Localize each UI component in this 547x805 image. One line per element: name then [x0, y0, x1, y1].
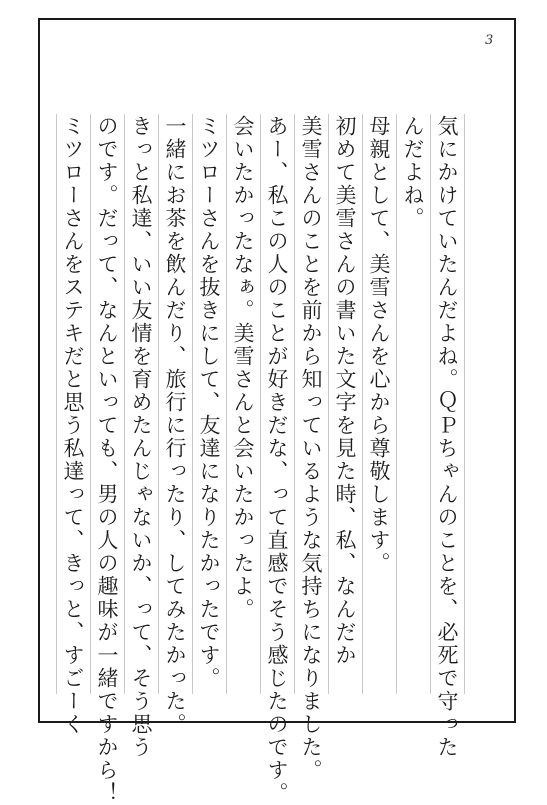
- ruled-line: [328, 114, 329, 694]
- ruled-line: [260, 114, 261, 694]
- page-number: 3: [485, 33, 494, 48]
- ruled-line: [124, 114, 125, 694]
- ruled-line: [158, 114, 159, 694]
- ruled-line: [396, 114, 397, 694]
- text-line-8: ミツローさんを抜きにして、友達になりたかったです。: [197, 115, 221, 690]
- ruled-line: [192, 114, 193, 694]
- ruled-line: [430, 114, 431, 694]
- text-line-7: 会いたかったなぁ。美雪さんと会いたかったよ。: [231, 115, 255, 621]
- ruled-line: [294, 114, 295, 694]
- ruled-line: [362, 114, 363, 694]
- text-line-10: きっと私達、いい友情を育めたんじゃないか、って、そう思う: [129, 115, 153, 759]
- ruled-line: [90, 114, 91, 694]
- text-line-6: あー、私この人のことが好きだな、って直感でそう感じたのです。: [265, 115, 289, 805]
- handwritten-letter-page: [38, 18, 516, 805]
- text-line-4: 初めて美雪さんの書いた文字を見た時、私、なんだか: [333, 115, 357, 667]
- text-line-12: ミツローさんをステキだと思う私達って、きっと、すごーく: [61, 115, 85, 736]
- text-line-9: 一緒にお茶を飲んだり、旅行に行ったり、してみたかった。: [163, 115, 187, 736]
- ruled-line: [464, 114, 465, 694]
- text-line-5: 美雪さんのことを前から知っているような気持ちになりました。: [299, 115, 323, 782]
- text-line-1: 気にかけていたんだよね。ＱＰちゃんのことを、必死で守った: [435, 115, 459, 759]
- ruled-line: [226, 114, 227, 694]
- text-line-3: 母親として、美雪さんを心から尊敬します。: [367, 115, 391, 575]
- ruled-line: [56, 114, 57, 694]
- text-line-11: のです。だって、なんといっても、男の人の趣味が一緒ですから！: [95, 115, 119, 805]
- text-line-2: んだよね。: [401, 115, 425, 230]
